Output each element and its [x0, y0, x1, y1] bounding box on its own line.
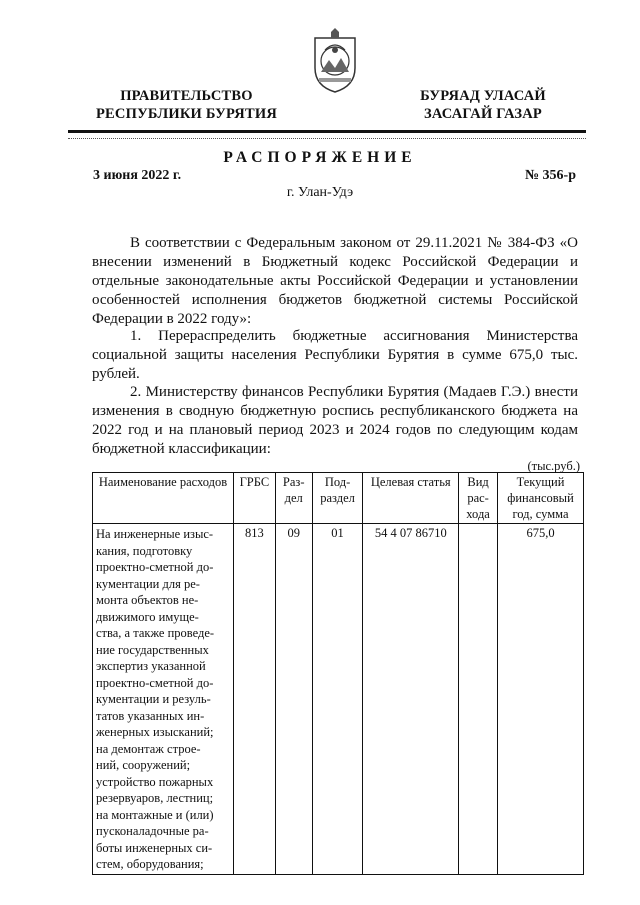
cell-name-line: татов указанных ин-: [96, 708, 205, 723]
cell-name-line: кументации для ре-: [96, 576, 200, 591]
cell-name-line: ства, а также проведе-: [96, 626, 215, 640]
cell-name-line: устройство пожарных: [96, 774, 214, 789]
cell-name-line: на монтажные и (или): [96, 807, 214, 822]
cell-name-line: На инженерные изыс-: [96, 527, 214, 541]
cell-vid: [459, 524, 498, 875]
cell-name-line: женерных изысканий;: [96, 725, 214, 739]
cell-name-line: стем, оборудования;: [96, 857, 204, 871]
header-divider-dotted: [68, 138, 586, 139]
org-right-line2: ЗАСАГАЙ ГАЗАР: [424, 106, 542, 122]
budget-classification-table: [92, 472, 584, 875]
cell-name-line: резервуаров, лестниц;: [96, 791, 214, 805]
header-divider-thick: [68, 130, 586, 133]
cell-amount: 675,0: [498, 524, 584, 875]
document-date: 3 июня 2022 г.: [93, 168, 182, 183]
header-grbs: ГРБС: [234, 473, 276, 524]
header-name: Наименование расходов: [93, 473, 234, 524]
header-vid: Вид рас- хода: [459, 473, 498, 524]
header-target: Целевая статья: [363, 473, 459, 524]
org-right-line1: БУРЯАД УЛАСАЙ: [420, 88, 546, 104]
cell-name-line: ние государственных: [96, 642, 209, 657]
cell-name-line: монта объектов не-: [96, 593, 199, 607]
header-podrazdel: Под- раздел: [312, 473, 363, 524]
cell-razdel: 09: [275, 524, 312, 875]
cell-name: [93, 524, 234, 875]
document-title: РАСПОРЯЖЕНИЕ: [223, 149, 417, 166]
item-2-paragraph: 2. Министерству финансов Республики Бурятия (Мадаев Г.Э.) внести изменения в сводную бюджетную роспись республиканского бюджета на 2022 год и на плановый период 2023 и 2024 годов по следующим кодам бюджетной классификации:: [92, 384, 578, 457]
table-row: [93, 524, 584, 875]
item-1-paragraph: 1. Перераспределить бюджетные ассигнования Министерства социальной защиты населения Республики Бурятия в сумме 675,0 тыс. рублей.: [92, 328, 578, 382]
cell-name-line: ний, сооружений;: [96, 758, 191, 772]
cell-name-line: на демонтаж строе-: [96, 741, 201, 756]
header-razdel: Раз- дел: [275, 473, 312, 524]
coat-of-arms-icon: [311, 28, 359, 94]
document-city: г. Улан-Удэ: [286, 185, 354, 200]
table-header-row: [93, 473, 584, 524]
cell-name-line: пусконаладочные ра-: [96, 824, 209, 838]
table-unit: (тыс.руб.): [527, 459, 580, 473]
preamble-paragraph: В соответствии с Федеральным законом от 29.11.2021 № 384-ФЗ «О внесении изменений в Бюджетный кодекс Российской Федерации и отдельные законодательные акты Российской Федерации и установлении особенностей исполнения бюджетов бюджетной системы Российской Федерации в 2022 году»:: [92, 235, 578, 327]
government-name-buryat: [408, 87, 558, 123]
government-name-russian: [84, 87, 289, 123]
cell-grbs: 813: [234, 524, 276, 875]
cell-podrazdel: 01: [312, 524, 363, 875]
cell-target: 54 4 07 86710: [363, 524, 459, 875]
header-amount: Текущий финансовый год, сумма: [498, 473, 584, 524]
cell-name-line: экспертиз указанной: [96, 659, 206, 673]
cell-name-line: движимого имуще-: [96, 609, 199, 624]
cell-name-line: проектно-сметной до-: [96, 675, 214, 690]
document-number: № 356-р: [524, 168, 576, 183]
org-left-line2: РЕСПУБЛИКИ БУРЯТИЯ: [96, 106, 277, 122]
org-left-line1: ПРАВИТЕЛЬСТВО: [120, 88, 253, 104]
cell-name-line: кументации и резуль-: [96, 692, 211, 706]
cell-name-line: проектно-сметной до-: [96, 560, 214, 574]
cell-name-line: кания, подготовку: [96, 543, 193, 558]
cell-name-line: боты инженерных си-: [96, 840, 213, 855]
